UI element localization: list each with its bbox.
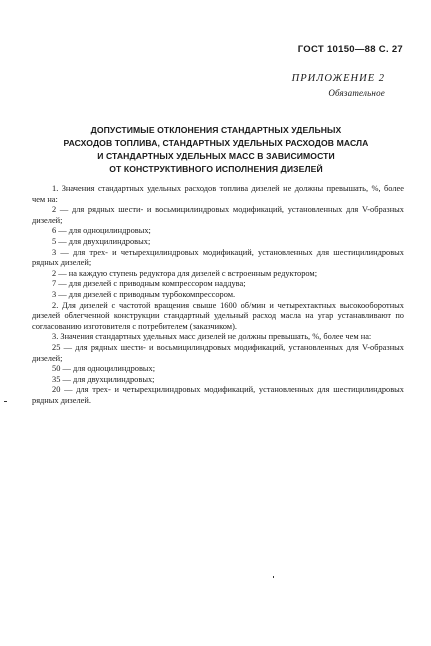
list-item: 2 — для рядных шести- и восьмицилиндровых модификаций, установленных для V-образных дизелей; [32,205,404,225]
list-item: 5 — для двухцилиндровых; [52,236,151,246]
title-line: ОТ КОНСТРУКТИВНОГО ИСПОЛНЕНИЯ ДИЗЕЛЕЙ [109,164,323,174]
scan-mark-left [4,401,7,402]
document-body [32,184,404,406]
appendix-label: ПРИЛОЖЕНИЕ 2 [291,73,385,84]
list-item: 6 — для одноцилиндровых; [52,226,151,236]
list-item: 25 — для рядных шести- и восьмицилиндровых модификаций, установленных для V-образных дизелей; [32,342,404,363]
paragraph: 1. Значения стандартных удельных расходов топлива дизелей не должны превышать, %, более чем на: [32,184,404,204]
document-title [30,124,402,176]
paragraph: 3. Значения стандартных удельных масс дизелей не должны превышать, %, более чем на: [52,332,372,342]
list-item: 2 — на каждую ступень редуктора для дизелей с встроенным редуктором; [52,268,318,278]
list-item: 7 — для дизелей с приводным компрессором наддува; [52,279,246,289]
appendix-status: Обязательное [328,88,385,98]
title-line: И СТАНДАРТНЫХ УДЕЛЬНЫХ МАСС В ЗАВИСИМОСТИ [97,151,335,161]
list-item: 3 — для трех- и четырехцилиндровых модификаций, установленных для шестицилиндровых рядных дизелей; [32,247,404,268]
scan-mark-bottom [273,576,274,578]
page-header: ГОСТ 10150—88 С. 27 [297,44,403,55]
title-line: ДОПУСТИМЫЕ ОТКЛОНЕНИЯ СТАНДАРТНЫХ УДЕЛЬНЫХ [90,125,342,135]
paragraph: 2. Для дизелей с частотой вращения свыше 1600 об/мин и четырехтактных высокооборотных дизелей облегченной конструкции стандартный удельный расход масла на угар устанавливают по согласованию изготовителя с потребителем (заказчиком). [32,300,404,331]
list-item: 20 — для трех- и четырехцилиндровых модификаций, установленных для шестицилиндровых рядных дизелей. [32,385,404,405]
list-item: 50 — для одноцилиндровых; [52,364,156,374]
title-line: РАСХОДОВ ТОПЛИВА, СТАНДАРТНЫХ УДЕЛЬНЫХ РАСХОДОВ МАСЛА [63,138,369,148]
appendix-block [292,72,385,100]
list-item: 35 — для двухцилиндровых; [52,374,155,384]
list-item: 3 — для дизелей с приводным турбокомпрессором. [52,289,236,299]
